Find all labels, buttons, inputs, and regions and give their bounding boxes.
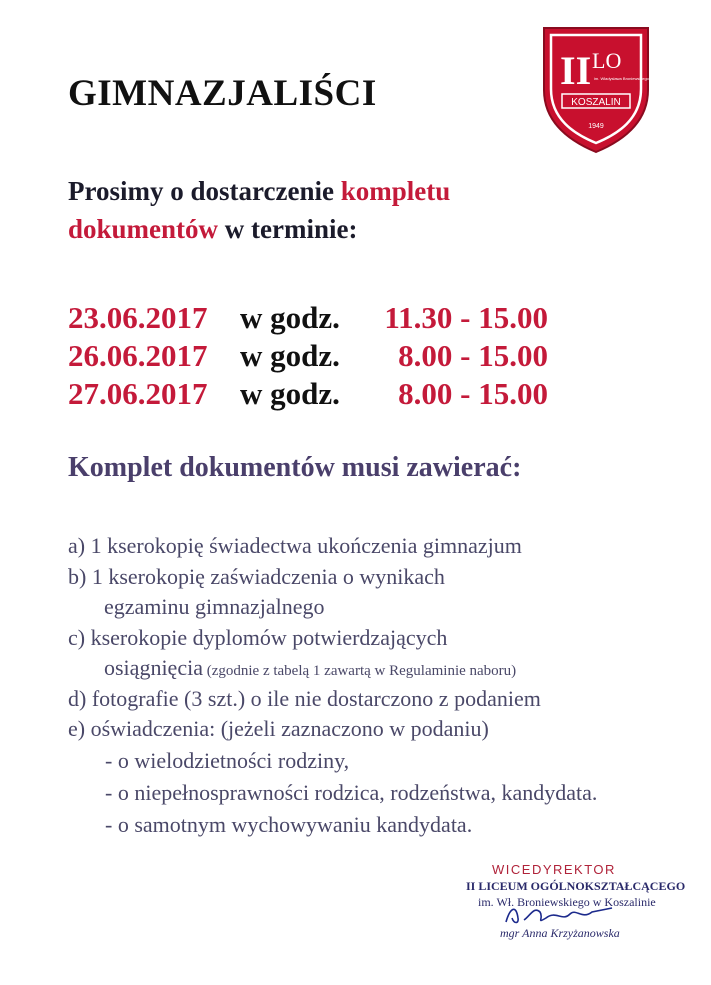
stamp-patron: im. Wł. Broniewskiego w Koszalinie	[478, 895, 656, 909]
sub-list-item: - o samotnym wychowywaniu kandydata.	[105, 812, 473, 837]
list-item: e) oświadczenia: (jeżeli zaznaczono w podaniu)	[68, 716, 489, 741]
requirements-heading: Komplet dokumentów musi zawierać:	[68, 452, 522, 483]
list-item: d) fotografie (3 szt.) o ile nie dostarczono z podaniem	[68, 686, 541, 711]
page-title: GIMNAZJALIŚCI	[68, 73, 377, 114]
time-range: 8.00 - 15.00	[398, 338, 548, 373]
time-range: 11.30 - 15.00	[384, 300, 548, 335]
stamp-role: WICEDYREKTOR	[492, 862, 616, 877]
school-logo	[540, 24, 652, 156]
list-item-continuation	[104, 655, 516, 681]
list-item: b) 1 kserokopię zaświadczenia o wynikach	[68, 564, 445, 589]
stamp-school: II LICEUM OGÓLNOKSZTAŁCĄCEGO	[466, 879, 686, 893]
date-row	[68, 376, 548, 412]
item-text: osiągnięcia	[104, 655, 203, 680]
hours-label: w godz.	[240, 376, 340, 411]
logo-city-text: KOSZALIN	[571, 97, 621, 108]
list-item: a) 1 kserokopię świadectwa ukończenia gimnazjum	[68, 533, 522, 558]
logo-year-text: 1949	[588, 123, 604, 130]
date-row	[68, 338, 548, 374]
item-note: (zgodnie z tabelą 1 zawartą w Regulaminie naboru)	[202, 663, 517, 679]
intro-line-1	[68, 176, 450, 207]
sub-list-item: - o niepełnosprawności rodzica, rodzeństwa, kandydata.	[105, 780, 598, 805]
sub-list-item: - o wielodzietności rodziny,	[105, 748, 350, 773]
logo-patron-text: im. Władysława Broniewskiego	[594, 76, 649, 81]
intro-text: w terminie:	[218, 214, 358, 244]
time-range: 8.00 - 15.00	[398, 376, 548, 411]
intro-text: Prosimy o dostarczenie	[68, 176, 341, 206]
intro-line-2	[68, 214, 357, 245]
list-item: c) kserokopie dyplomów potwierdzających	[68, 625, 448, 650]
date-value: 27.06.2017	[68, 376, 208, 411]
logo-lo-text: LO	[592, 48, 622, 73]
intro-highlight: dokumentów	[68, 214, 219, 244]
hours-label: w godz.	[240, 300, 340, 335]
date-row	[68, 300, 548, 336]
intro-highlight: kompletu	[340, 176, 451, 206]
stamp-name: mgr Anna Krzyżanowska	[500, 926, 620, 940]
date-value: 23.06.2017	[68, 300, 208, 335]
date-value: 26.06.2017	[68, 338, 208, 373]
hours-label: w godz.	[240, 338, 340, 373]
logo-roman-numeral: II	[560, 48, 592, 93]
list-item-continuation: egzaminu gimnazjalnego	[104, 594, 325, 619]
